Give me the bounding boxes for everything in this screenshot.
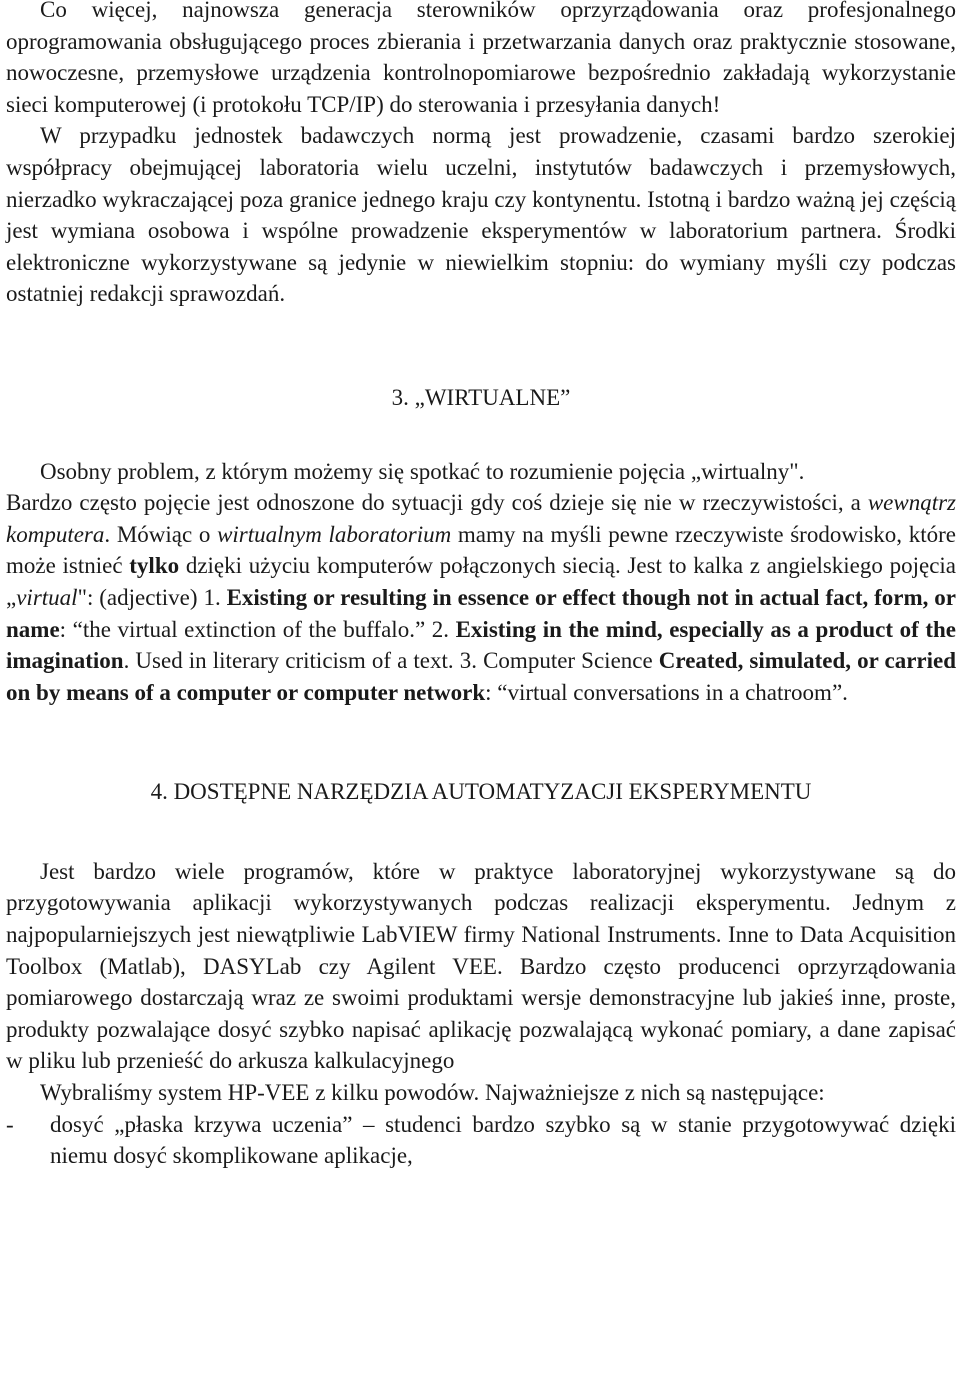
list-item-text: dosyć „płaska krzywa uczenia” – studenci bardzo szybko są w stanie przygotowywać dzięki niemu dosyć skomplikowane aplikacje, bbox=[50, 1111, 956, 1169]
bold-text: tylko bbox=[129, 553, 180, 579]
paragraph-virtual-problem: Osobny problem, z którym możemy się spotkać to rozumienie pojęcia „wirtualny". bbox=[40, 458, 805, 484]
bold-text: Created, simulated, or carried on by means of a computer or computer network bbox=[6, 648, 957, 705]
text-run: . Used in literary criticism of a text. 3. Computer Science bbox=[123, 648, 659, 674]
text-run: mamy na myśli pewne rzeczywiste środowisko, które może istnieć bbox=[6, 521, 956, 579]
text-run: dzięki użyciu komputerów połączonych siecią. Jest to kalka z angielskiego pojęcia „ bbox=[6, 553, 956, 610]
italic-text: wewnątrz komputera bbox=[6, 490, 956, 547]
bold-text: Existing in the mind, especially as a product of the imagination bbox=[6, 616, 957, 674]
section-heading-tools: 4. DOSTĘPNE NARZĘDZIA AUTOMATYZACJI EKSPERYMENTU bbox=[150, 779, 812, 805]
text-run: : “virtual conversations in a chatroom”. bbox=[485, 679, 848, 705]
italic-text: wirtualnym laboratorium bbox=[217, 521, 452, 547]
text-run: . Mówiąc o bbox=[104, 521, 218, 547]
section-heading-virtual: 3. „WIRTUALNE” bbox=[391, 384, 571, 410]
list-dash-marker: - bbox=[6, 1111, 14, 1137]
paragraph-research-cooperation: W przypadku jednostek badawczych normą jest prowadzenie, czasami bardzo szerokiej współpracy obejmującej laboratoria wielu uczelni, instytutów badawczych i przemysłowych, nierzadko wykraczającej poza granice jednego kraju czy kontynentu. Istotną i bardzo ważną jej częścią jest wymiana osobowa i wspólne prowadzenie eksperymentów w laboratorium partnera. Środki elektroniczne wykorzystywane są jedynie w niewielkim stopniu: do wymiany myśli czy podczas ostatniej redakcji sprawozdań. bbox=[6, 123, 956, 307]
paragraph-tools-overview: Jest bardzo wiele programów, które w praktyce laboratoryjnej wykorzystywane są do przygotowywania aplikacji wykorzystywanych podczas realizacji eksperymentu. Jednym z najpopularniejszych jest niewątpliwie LabVIEW firmy National Instruments. Inne to Data Acquisition Toolbox (Matlab), DASYLab czy Agilent VEE. Bardzo często producenci oprzyrządowania pomiarowego dostarczają wraz ze swoimi produktami wersje demonstracyjne lub jakieś inne, proste, produkty pozwalające dosyć szybko napisać aplikację pozwalającą wykonać pomiary, a dane zapisać w pliku lub przenieść do arkusza kalkulacyjnego bbox=[6, 858, 956, 1074]
text-run: Bardzo często pojęcie jest odnoszone do sytuacji gdy coś dzieje się nie w rzeczywistości, a bbox=[6, 490, 868, 516]
paragraph-hp-vee-reasons: Wybraliśmy system HP-VEE z kilku powodów. Najważniejsze z nich są następujące: bbox=[40, 1080, 825, 1106]
paragraph-virtual-definition bbox=[6, 487, 956, 708]
text-run: : “the virtual extinction of the buffalo.” 2. bbox=[59, 616, 456, 642]
italic-text: virtual bbox=[16, 584, 78, 610]
text-run: ": (adjective) 1. bbox=[77, 584, 227, 610]
paragraph-intro-networks: Co więcej, najnowsza generacja sterowników oprzyrządowania oraz profesjonalnego oprogramowania obsługującego proces zbierania i przetwarzania danych oraz praktycznie stosowane, nowoczesne, przemysłowe urządzenia kontrolnopomiarowe bezpośrednio zakładają wykorzystanie sieci komputerowej (i protokołu TCP/IP) do sterowania i przesyłania danych! bbox=[6, 0, 956, 117]
list-item bbox=[6, 1109, 956, 1172]
bold-text: Existing or resulting in essence or effect though not in actual fact, form, or name bbox=[6, 584, 956, 642]
